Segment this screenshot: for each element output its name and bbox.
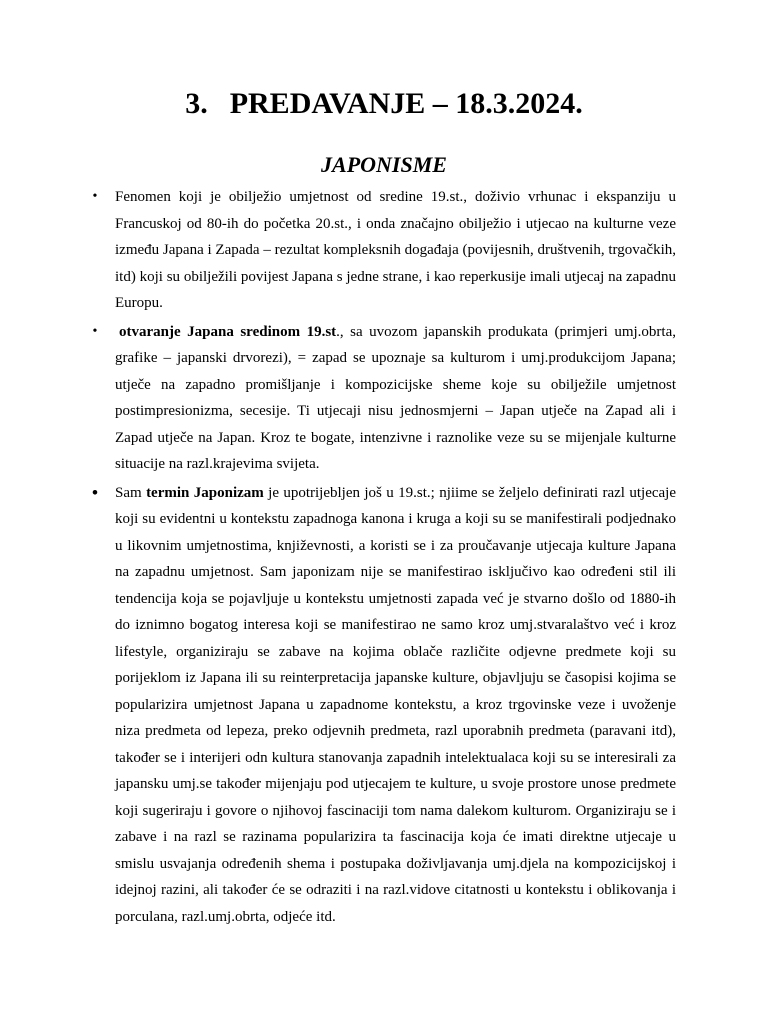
list-item bbox=[88, 480, 676, 931]
item-text: Fenomen koji je obilježio umjetnost od sredine 19.st., doživio vrhunac i ekspanziju u Francuskoj od 80-ih do početka 20.st., i onda značajno obilježio i utjecao na kulturne veze između Japana i Zapada – rezultat kompleksnih događaja (povijesnih, društvenih, trgovačkih, itd) koji su obilježili povijest Japana s jedne strane, i kao reperkusije imali utjecaj na zapadnu Europu. bbox=[115, 189, 676, 311]
section-title: JAPONISME bbox=[321, 152, 447, 177]
heading-number: 3. bbox=[185, 87, 208, 120]
item-lead-text: Sam bbox=[115, 484, 147, 501]
item-bold-phrase: termin Japonizam bbox=[146, 484, 264, 501]
list-item bbox=[88, 184, 676, 317]
bullet-icon: • bbox=[92, 323, 98, 339]
list-item bbox=[88, 319, 676, 478]
bullet-list bbox=[88, 184, 676, 930]
bullet-icon: • bbox=[92, 482, 98, 502]
item-text: ., sa uvozom japanskih produkata (primjeri umj.obrta, grafike – japanski drvorezi), = zapad se upoznaje sa kulturom i umj.produkcijom Japana; utječe na zapadno promišljanje i kompozicijske sheme koje su obilježile umjetnost postimpresionizma, secesije. Ti utjecaji nisu jednosmjerni – Japan utječe na Zapad ali i Zapad utječe na Japan. Kroz te bogate, intenzivne i raznolike veze su se mijenjale kulturne situacije na razl.krajevima svijeta. bbox=[115, 323, 676, 472]
heading-title: PREDAVANJE – 18.3.2024. bbox=[229, 87, 583, 120]
item-text: je upotrijebljen još u 19.st.; njiime se željelo definirati razl utjecaje koji su evidentni u kontekstu zapadnoga kanona i kruga a koji su se manifestirali podjednako u likovnim umjetnostima, književnosti, a koristi se i za proučavanje utjecaja kulture Japana na zapadnu umjetnost. Sam japonizam nije se manifestirao isključivo kao određeni stil ili tendencija koja se pojavljuje u kontekstu umjetnosti zapada već je stvarno došlo od 1880-ih do iznimno bogatog interesa koji se manifestirao ne samo kroz umj.stvaralaštvo već i kroz lifestyle, organiziraju se zabave na kojima oblače različite odjevne predmete koji su porijeklom iz Japana ili su reinterpretacija japanske kulture, objavljuju se časopisi kojima se popularizira umjetnost Japana u zapadnome kontekstu, a kroz trgovinske veze i uvoženje niza predmeta od lepeza, preko odjevnih predmeta, razl uporabnih predmeta (paravani itd), također se i interijeri odn kultura stanovanja zapadnih intelektualaca koji su se interesirali za japansku umj.se također mijenjaju pod utjecajem te kulture, u svoje prostore unose predmete koji sugeriraju i govore o njihovoj fascinaciji tom nama dalekom kulturom. Organiziraju se i zabave i na razl se razinama popularizira ta fascinacija koja će imati direktne utjecaje u smislu usvajanja određenih shema i postupaka doživljavanja umj.djela na kompozicijskoj i idejnoj razini, ali također će se odraziti i na razl.vidove citatnosti u kontekstu i oblikovanja i porculana, razl.umj.obrta, odjeće itd. bbox=[115, 484, 676, 925]
bullet-icon: • bbox=[92, 189, 98, 204]
item-bold-phrase: otvaranje Japana sredinom 19.st bbox=[119, 323, 337, 340]
lecture-heading bbox=[0, 84, 768, 124]
